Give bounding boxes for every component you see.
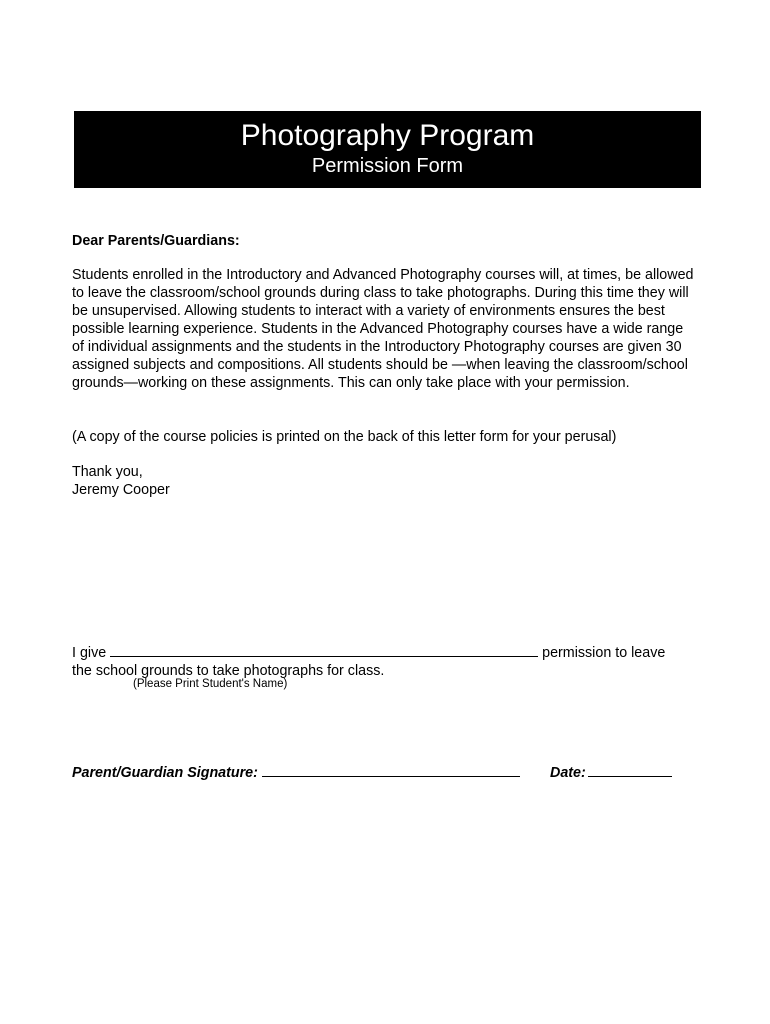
signature-row — [72, 762, 586, 782]
permission-line-1 — [72, 642, 697, 662]
letter-body: Students enrolled in the Introductory and Advanced Photography courses will, at times, be allowed to leave the classroom/school grounds during class to take photographs. During this time they will be unsupervised. Allowing students to interact with a variety of environments ensures the best possible learning experience. Students in the Advanced Photography courses have a wide range of individual assignments and the students in the Introductory Photography courses are given 30 assigned subjects and compositions. All students should be —when leaving the classroom/school grounds—working on these assignments. This can only take place with your permission. — [72, 267, 694, 391]
copy-note: (A copy of the course policies is printed on the back of this letter form for your perusal) — [72, 429, 617, 445]
page-subtitle: Permission Form — [311, 155, 464, 177]
signature-label: Parent/Guardian Signature: — [72, 765, 258, 781]
closing-line: Thank you, — [72, 464, 143, 480]
student-name-field[interactable] — [110, 642, 538, 657]
permission-suffix: permission to leave — [542, 645, 666, 661]
page-title: Photography Program — [240, 119, 535, 152]
student-name-caption: (Please Print Student's Name) — [133, 678, 288, 690]
date-field[interactable] — [588, 762, 672, 777]
salutation: Dear Parents/Guardians: — [72, 233, 240, 249]
header-banner — [74, 111, 701, 188]
date-label: Date: — [550, 765, 586, 781]
permission-line-2: the school grounds to take photographs for class. — [72, 663, 385, 679]
date-group — [550, 762, 672, 782]
signature-field[interactable] — [262, 762, 520, 777]
permission-prefix: I give — [72, 645, 107, 661]
permission-statement — [72, 642, 697, 680]
closing-block — [72, 463, 170, 499]
signer-name: Jeremy Cooper — [72, 482, 170, 498]
